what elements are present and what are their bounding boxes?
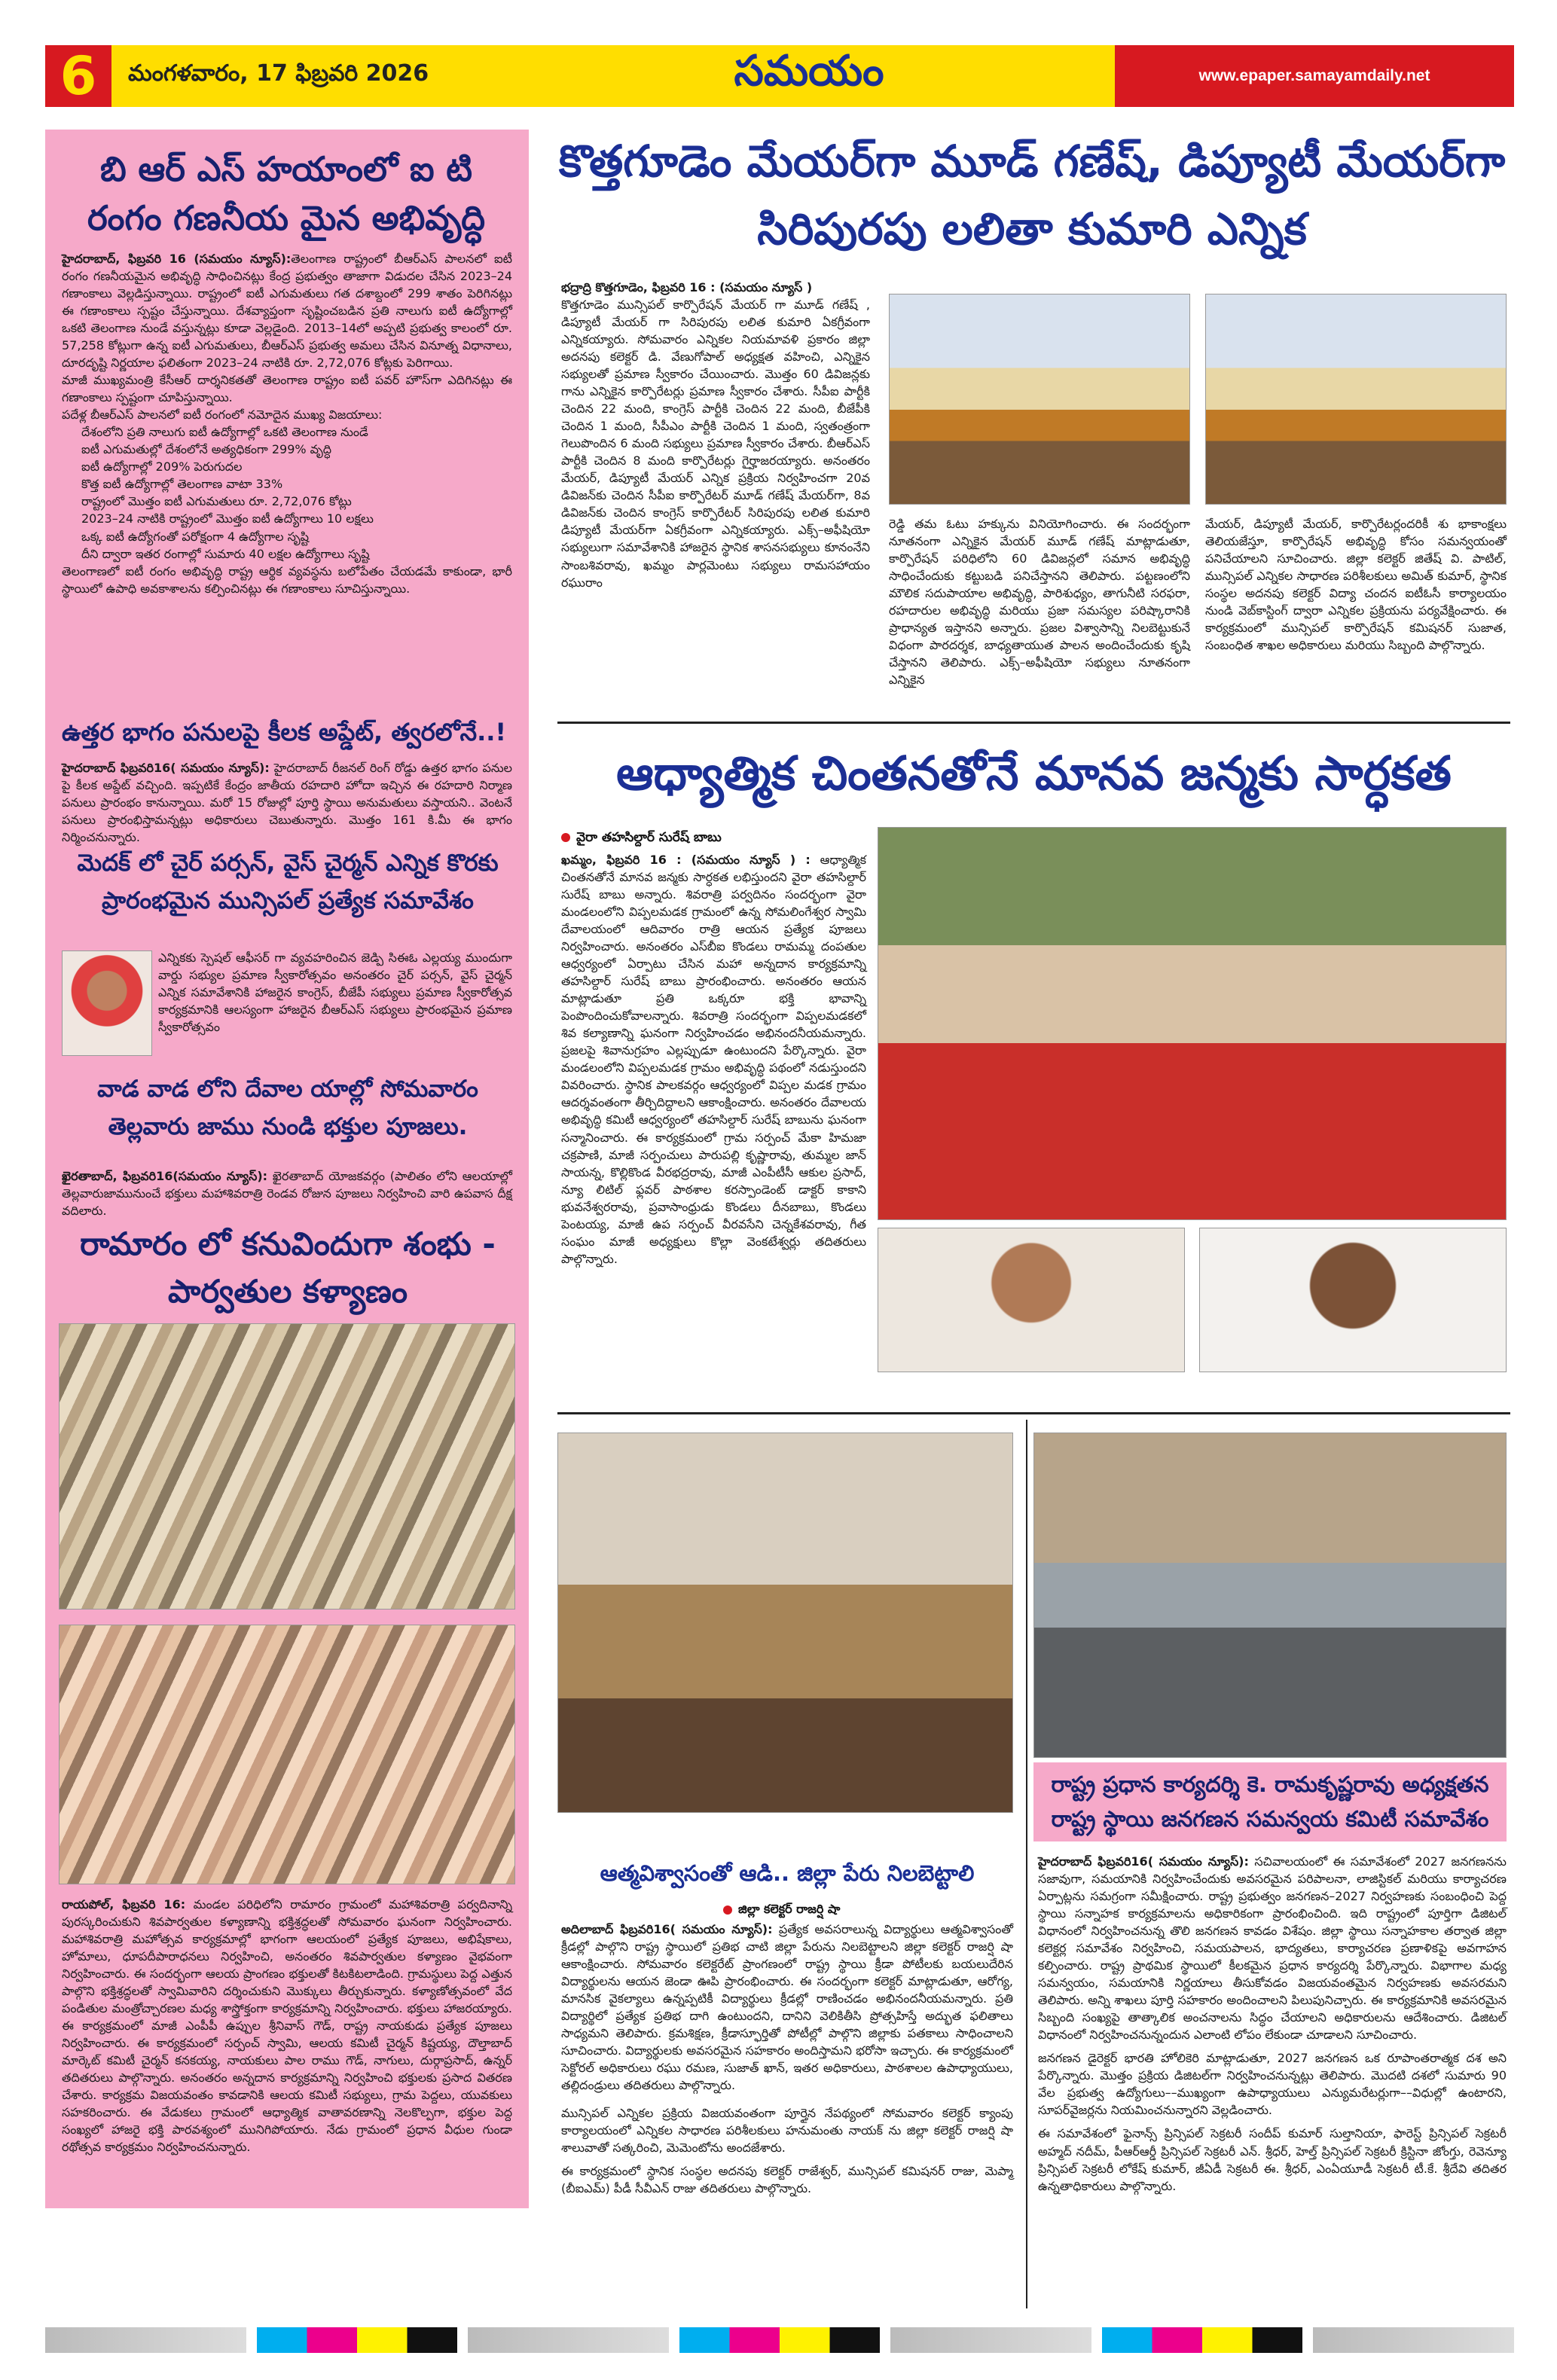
list-item: ఐటీ ఎగుమతుల్లో దేశంలోనే అత్యధికంగా 299% వృద్ధి: [81, 442, 332, 457]
dateline: భద్రాద్రి కొత్తగూడెం, ఫిబ్రవరి 16 : (సమయం న్యూస్ ): [561, 280, 813, 294]
column-divider: [1026, 1420, 1027, 2308]
epaper-url[interactable]: www.epaper.samayamdaily.net: [1115, 45, 1514, 107]
dateline: ఖైరతాబాద్, ఫిబ్రవరి16(సమయం న్యూస్):: [62, 1169, 268, 1183]
issue-date: మంగళవారం, 17 ఫిబ్రవరి 2026: [111, 45, 503, 107]
article-bRS-it-body: [62, 250, 512, 597]
article-temples-body: [62, 1167, 512, 1219]
list-item: కొత్త ఐటీ ఉద్యోగాల్లో తెలంగాణ వాటా 33%: [81, 477, 283, 492]
kothagudem-body-col3: మేయర్, డిప్యూటీ మేయర్, కార్పొరేటర్లందరికీ శు భాకాంక్షలు తెలియజేస్తూ, కార్పొరేషన్ అభివృద్ధి కోసం సమన్వయంతో పనిచేయాలని సూచించారు. జిల్లా కలెక్టర్ జితేష్ వి. పాటిల్, మున్సిపల్ ఎన్నికల సాధారణ పరిశీలకులు అమిత్ కుమార్, స్థానిక సంస్థల అదనపు కలెక్టర్ విద్యా చందన ఐటీఓసీ కార్యాలయం నుండి వెబ్‌కాస్టింగ్ ద్వారా ఎన్నికల ప్రక్రియను పర్యవేక్షించారు. ఈ కార్యక్రమంలో మున్సిపల్ కార్పొరేషన్ కమిషనర్ సుజాత, సంబంధిత శాఖల అధికారులు మరియు సిబ్బంది పాల్గొన్నారు.: [1205, 517, 1507, 653]
list-item: దేశంలోని ప్రతి నాలుగు ఐటీ ఉద్యోగాల్లో ఒకటి తెలంగాణ నుండే: [81, 425, 368, 440]
kothagudem-headline: కొత్తగూడెం మేయర్‌గా మూడ్ గణేష్, డిప్యూటీ మేయర్‌గా సిరిపురపు లలితా కుమారి ఎన్నిక: [558, 136, 1506, 255]
paragraph: పదేళ్ల బీఆర్ఎస్ పాలనలో ఐటీ రంగంలో నమోదైన ముఖ్య విజయాలు:: [62, 407, 383, 423]
adilabad-body: [561, 1921, 1013, 2197]
census-body: [1038, 1853, 1507, 2195]
dateline: హైదరాబాద్ ఫిబ్రవరి16( సమయం న్యూస్):: [62, 761, 270, 775]
page-header: [45, 45, 1514, 107]
dateline: అదిలాబాద్ ఫిబ్రవరి16( సమయం న్యూస్):: [561, 1922, 773, 1936]
census-meeting-photo: [1033, 1433, 1507, 1758]
byline-text: వైరా తహసిల్దార్ సురేష్ బాబు: [576, 830, 722, 845]
reporter-photo: [62, 950, 152, 1056]
kalyanam-group-photo: [59, 1625, 515, 1884]
article-ramaram-headline: రామారం లో కనువిందుగా శంభు - పార్వతుల కళ్యాణం: [80, 1225, 496, 1310]
achievements-list: [62, 423, 512, 562]
dateline: ఖమ్మం, ఫిబ్రవరి 16 : (సమయం న్యూస్ ) :: [561, 853, 811, 867]
census-caption: రాష్ట్ర ప్రధాన కార్యదర్శి కె. రామకృష్ణరావు అధ్యక్షతన రాష్ట్ర స్థాయి జనగణన సమన్వయ కమిటీ సమావేశం: [1033, 1762, 1507, 1841]
kothagudem-body-col1: [561, 279, 870, 591]
dateline: హైదరాబాద్, ఫిబ్రవరి 16 (సమయం న్యూస్):: [62, 252, 292, 266]
article-ramaram-body: [62, 1896, 512, 2156]
article-medak-body: ఎన్నికకు స్పెషల్ ఆఫీసర్ గా వ్యవహరించిన జెడ్పి సిఈఓ ఎల్లయ్య ముందుగా వార్డు సభ్యుల ప్రమాణ స్వీకారోత్సవం అనంతరం చైర్ పర్సన్, వైస్ చైర్మన్ ఎన్నిక సమావేశానికి హాజరైన కాంగ్రెస్, బీజేపీ సభ్యులు ప్రమాణ స్వీకారోత్సవ కార్యక్రమానికి ఆలస్యంగా హాజరైన బీఆర్ఎస్ సభ్యులు ప్రారంభమైన ప్రమాణ స్వీకారోత్సవం: [158, 950, 512, 1035]
article-rrr-body: [62, 759, 512, 846]
spirituality-headline: ఆధ్యాత్మిక చింతనతోనే మానవ జన్మకు సార్ధకత: [616, 746, 1452, 801]
paragraph: ప్రత్యేక అవసరాలున్న విద్యార్థులు ఆత్మవిశ్వాసంతో క్రీడల్లో పాల్గొని రాష్ట్ర స్థాయిలో ప్రతిభ చాటి జిల్లా పేరును నిలబెట్టాలని జిల్లా కలెక్టర్ రాజర్షి షా ఆకాంక్షించారు. సోమవారం కలెక్టరేట్ ప్రాంగణంలో రాష్ట్ర స్థాయి క్రీడా పోటీలకు బయలుదేరిన విద్యార్థులను ఆయన జెండా ఊపి ప్రారంభించారు. ఈ సందర్భంగా కలెక్టర్ మాట్లాడుతూ, ఆరోగ్య, మానసిక వైకల్యాలు ఉన్నప్పటికీ విద్యార్థులు క్రీడల్లో రాణించడం అభినందనీయమన్నారు. ప్రతి విద్యార్థిలో ప్రత్యేక ప్రతిభ దాగి ఉంటుందని, దానిని వెలికితీసి ప్రోత్సహిస్తే అద్భుత ఫలితాలు సాధ్యమని తెలిపారు. క్రమశిక్షణ, క్రీడాస్ఫూర్తితో పోటీల్లో పాల్గొని జిల్లాకు పతకాలు సాధించాలని సూచించారు. విద్యార్థులకు అవసరమైన సహకారం అందిస్తామని భరోసా ఇచ్చారు. ఈ కార్యక్రమంలో సెక్టోరల్ అధికారులు రఘు రమణ, సుజాత్ ఖాన్, ఇతర అధికారులు, పాఠశాలల ఉపాధ్యాయులు, తల్లిదండ్రులు తదితరులు పాల్గొన్నారు.: [561, 1922, 1014, 2093]
article-medak-headline: మెదక్ లో చైర్ పర్సన్, వైస్ చైర్మన్ ఎన్నిక కొరకు ప్రారంభమైన మున్సిపల్ ప్రత్యేక సమావేశం: [77, 850, 499, 914]
article-rrr-headline: ఉత్తర భాగం పనులపై కీలక అప్డేట్, త్వరలోనే..!: [62, 718, 506, 746]
article-temples-headline: వాడ వాడ లోని దేవాల యాల్లో సోమవారం తెల్లవారు జాము నుండి భక్తుల పూజలు.: [97, 1076, 478, 1140]
byline-text: జిల్లా కలెక్టర్ రాజర్షి షా: [738, 1902, 841, 1916]
official-portrait-photo: [1199, 1228, 1507, 1372]
paragraph: తెలంగాణలో ఐటీ రంగం అభివృద్ధి రాష్ట్ర ఆర్థిక వ్యవస్థను బలోపేతం చేయడమే కాకుండా, భారీ స్థాయిలో ఉపాధి అవకాశాలను కల్పించినట్లు ఈ గణాంకాలు సూచిస్తున్నాయి.: [62, 563, 512, 596]
page-number: 6: [45, 45, 111, 107]
byline: [723, 1902, 840, 1919]
paragraph: కొత్తగూడెం మున్సిపల్ కార్పొరేషన్ మేయర్ గా మూడ్ గణేష్ , డిప్యూటీ మేయర్ గా సిరిపురపు లలిత కుమారి ఏకగ్రీవంగా ఎన్నికయ్యారు. సోమవారం ఎన్నికల నియమావళి ప్రకారం జిల్లా అదనపు కలెక్టర్ డి. వేణుగోపాల్ అధ్యక్షత వహించి, ఎన్నికైన సభ్యులతో ప్రమాణ స్వీకారం చేయించారు. మొత్తం 60 డివిజన్లకు గాను ఎన్నికైన కార్పొరేటర్లు ప్రమాణ స్వీకారం చేశారు. సీపీఐ పార్టీకి చెందిన 22 మంది, కాంగ్రెస్ పార్టీకి చెందిన 22 మంది, బీజేపీకి చెందిన 1 మంది, సీపీఎం పార్టీకి చెందిన 1 మంది, స్వతంత్రంగా గెలుపొందిన 6 మంది సభ్యులు ప్రమాణ స్వీకారం చేశారు. బీఆర్ఎస్ పార్టీకి చెందిన 8 మంది కార్పొరేటర్లు గైర్హాజరయ్యారు. అనంతరం మేయర్, డిప్యూటీ మేయర్ ఎన్నిక ప్రక్రియ నిర్వహించగా 20వ డివిజన్‌కు చెందిన సీపీఐ కార్పొరేటర్ మూడ్ గణేష్ మేయర్‌గా, 8వ డివిజన్‌కు చెందిన కాంగ్రెస్ కార్పొరేటర్ సిరిపురపు లలిత కుమారి డిప్యూటీ మేయర్‌గా ఏకగ్రీవంగా ఎన్నికయ్యారు. ఎక్స్–అఫీషియో సభ్యులుగా సమావేశానికి హాజరైన స్థానిక శాసనసభ్యులు కూనంనేని సాంబశివరావు, ఖమ్మం పార్లమెంటు సభ్యులు రామసహాయం రఘురాం: [561, 298, 870, 590]
dateline: రాయపోల్, ఫిబ్రవరి 16:: [62, 1897, 186, 1912]
kothagudem-body-col2: రెడ్డి తమ ఓటు హక్కును వినియోగించారు. ఈ సందర్భంగా నూతనంగా ఎన్నికైన మేయర్ మూడ్ గణేష్ మాట్లాడుతూ, కార్పొరేషన్ పరిధిలోని 60 డివిజన్లలో సమాన అభివృద్ధి సాధించేందుకు కట్టుబడి పనిచేస్తానని తెలిపారు. పట్టణంలోని మౌలిక సదుపాయాల అభివృద్ధి, పారిశుధ్యం, తాగునీటి సరఫరా, రహదారుల అభివృద్ధి మరియు ప్రజా సమస్యల పరిష్కారానికి ప్రాధాన్యత ఇస్తానని అన్నారు. ప్రజల విశ్వాసాన్ని నిలబెట్టుకునే విధంగా పారదర్శక, బాధ్యతాయుత పాలన అందించేందుకు కృషి చేస్తానని తెలిపారు. ఎక్స్–అఫీషియో సభ్యులు నూతనంగా ఎన్నికైన: [889, 517, 1190, 688]
kalyanam-photo: [59, 1323, 515, 1610]
byline: [561, 830, 722, 848]
article-bRS-it-headline: బి ఆర్ ఎస్ హయాంలో ఐ టి రంగం గణనీయ మైన అభివృద్ధి: [87, 149, 486, 239]
list-item: ఐటీ ఉద్యోగాల్లో 209% పెరుగుదల: [81, 459, 243, 474]
bullet-dot-icon: [561, 833, 570, 842]
paragraph: మున్సిపల్ ఎన్నికల ప్రక్రియ విజయవంతంగా పూర్తైన నేపథ్యంలో సోమవారం కలెక్టర్ క్యాంపు కార్యాలయంలో ఎన్నికల సాధారణ పరిశీలకులు హనుమంతు నాయక్ ను జిల్లా కలెక్టర్ రాజర్షి షా శాలువాతో సత్కరించి, మెమెంటోను అందజేశారు.: [561, 2106, 1013, 2156]
temple-felicitation-photo: [878, 827, 1507, 1220]
paragraph: హైదరాబాద్ రీజనల్ రింగ్ రోడ్డు ఉత్తర భాగం పనుల పై కీలక అప్డేట్ వచ్చింది. ఇప్పటికే కేంద్రం జాతీయ రహదారి హోదా ఇచ్చిన ఈ రహదారి నిర్మాణ పనులు ప్రారంభం కానున్నాయి. మరో 15 రోజుల్లో పూర్తి స్థాయి అనుమతులు వస్తాయని.. వెంటనే పనులు ప్రారంభిస్తామన్నట్లు అధికారులు చెబుతున్నారు. మొత్తం 161 కి.మీ ఈ భాగం నిర్మించనున్నారు.: [62, 761, 513, 845]
mayor-oath-photo: [889, 294, 1190, 505]
list-item: రాష్ట్రంలో మొత్తం ఐటీ ఎగుమతులు రూ. 2,72,076 కోట్లు: [81, 494, 352, 509]
adilabad-headline: ఆత్మవిశ్వాసంతో ఆడి.. జిల్లా పేరు నిలబెట్టాలి: [600, 1860, 975, 1886]
sarpanch-portrait-photo: [878, 1228, 1185, 1372]
divider: [557, 1412, 1510, 1414]
print-color-bar: [45, 2327, 1514, 2353]
spirituality-body: [561, 851, 866, 1268]
masthead-brand: సమయం: [503, 45, 1115, 107]
dateline: హైదరాబాద్ ఫిబ్రవరి16( సమయం న్యూస్):: [1038, 1854, 1249, 1869]
divider: [557, 722, 1510, 724]
paragraph: ఈ కార్యక్రమంలో స్థానిక సంస్థల అదనపు కలెక్టర్ రాజేశ్వర్, మున్సిపల్ కమిషనర్ రాజు, మెప్మా (బీఐఎమ్) పీడీ సీవీఎన్ రాజు తదితరులు పాల్గొన్నారు.: [561, 2164, 1013, 2196]
paragraph: ఖైరతాబాద్ యోజకవర్గం (పాలితం లోని ఆలయాల్లో తెల్లవారుజామునుంచే భక్తులు మహాశివరాత్రి రెండవ రోజున పూజలు నిర్వహించి వారి ఉపవాస దీక్ష వదిలారు.: [62, 1169, 512, 1219]
paragraph: తెలంగాణ రాష్ట్రంలో బీఆర్ఎస్ పాలనలో ఐటీ రంగం గణనీయమైన అభివృద్ధి సాధించినట్లు కేంద్ర ప్రభుత్వం తాజాగా విడుదల చేసిన 2023–24 గణాంకాలు వెల్లడిస్తున్నాయి. రాష్ట్రంలో ఐటీ ఎగుమతులు గత దశాబ్దంలో 299 శాతం పెరిగినట్లు ఈ గణాంకాలు స్పష్టం చేస్తున్నాయి. దేశవ్యాప్తంగా సృష్టించబడిన ప్రతి నాలుగు ఐటీ ఉద్యోగాల్లో ఒకటి తెలంగాణ నుండే వస్తున్నట్లు కూడా వెల్లడైంది. 2013–14లో అప్పటి ప్రభుత్వ కాలంలో రూ. 57,258 కోట్లుగా ఉన్న ఐటీ ఎగుమతులు, బీఆర్ఎస్ ప్రభుత్వ అమలు చేసిన వినూత్న విధానాలు, దూరదృష్టి నిర్ణయాల ఫలితంగా 2023–24 నాటికి రూ. 2,72,076 కోట్లకు పెరిగాయి.: [62, 252, 512, 371]
list-item: దీని ద్వారా ఇతర రంగాల్లో సుమారు 40 లక్షల ఉద్యోగాలు సృష్టి: [81, 546, 370, 561]
bullet-dot-icon: [723, 1906, 732, 1915]
left-column: [45, 130, 529, 2208]
list-item: 2023–24 నాటికి రాష్ట్రంలో మొత్తం ఐటీ ఉద్యోగాలు 10 లక్షలు: [81, 511, 374, 526]
paragraph: జనగణన డైరెక్టర్ భారతి హోలికెరి మాట్లాడుతూ, 2027 జనగణన ఒక రూపాంతరాత్మక దశ అని పేర్కొన్నారు. మొత్తం ప్రక్రియ డిజిటల్‌గా నిర్వహించనున్నట్లు తెలిపారు. మొదటి దశలో సుమారు 90 వేల ప్రభుత్వ ఉద్యోగులు––ముఖ్యంగా ఉపాధ్యాయులు ఎన్యుమరేటర్లుగా––విధుల్లో ఉంటారని, సూపర్‌వైజర్లను నియమించనున్నారని వెల్లడించారు.: [1038, 2051, 1507, 2118]
paragraph: మండల పరిధిలోని రామారం గ్రామంలో మహాశివరాత్రి పర్వదినాన్ని పురస్కరించుకుని శివపార్వతుల కళ్యాణాన్ని భక్తిశ్రద్ధలతో సోమవారం ఘనంగా నిర్వహించారు. మహాశివరాత్రి మహోత్సవ కార్యక్రమాల్లో భాగంగా ఆలయంలో ప్రత్యేక పూజలు, అభిషేకాలు, హోమాలు, ధూపదీపారాధనలు నిర్వహించి, అనంతరం శివపార్వతుల కళ్యాణం వైభవంగా నిర్వహించారు. ఈ సందర్భంగా ఆలయ ప్రాంగణం భక్తులతో కిటకిటలాడింది. గ్రామస్థులు పెద్ద ఎత్తున పాల్గొని భక్తిశ్రద్ధలతో స్వామివారిని దర్శించుకుని మొక్కులు తీర్చుకున్నారు. కళ్యాణోత్సవంలో వేద పండితుల మంత్రోచ్చారణల మధ్య శాస్త్రోక్తంగా కార్యక్రమాన్ని నిర్వహించారు. భక్తులు హాజరయ్యారు. ఈ కార్యక్రమంలో మాజీ ఎంపీపీ ఉప్పుల శ్రీనివాస్ గౌడ్, రాష్ట్ర నాయకుడు ప్రత్యేక పూజలు నిర్వహించారు. ఈ కార్యక్రమంలో సర్పంచ్ స్వామి, ఆలయ కమిటీ చైర్మన్ కిష్టయ్య, దౌల్తాబాద్ మార్కెట్ కమిటీ చైర్మన్ కనకయ్య, నాయకులు పాల రాము గౌడ్, నాగులు, దుర్గాప్రసాద్, ఉన్నర్ తదితరులు పాల్గొన్నారు. అనంతరం అన్నదాన కార్యక్రమాన్ని నిర్వహించి భక్తులకు ప్రసాద వితరణ చేశారు. కార్యక్రమ విజయవంతం కావడానికి ఆలయ కమిటీ సభ్యులు, గ్రామ పెద్దలు, యువకులు సహకరించారు. ఈ వేడుకలు గ్రామంలో ఆధ్యాత్మిక వాతావరణాన్ని నెలకొల్పగా, భక్తుల పెద్ద సంఖ్యలో హాజరై భక్తి పారవశ్యంలో మునిగిపోయారు. నేడు గ్రామంలో ప్రధాన వీధుల గుండా రథోత్సవ కార్యక్రమం నిర్వహించనున్నారు.: [62, 1897, 512, 2155]
paragraph: సచివాలయంలో ఈ సమావేశంలో 2027 జనగణనను సజావుగా, సమయానికి నిర్వహించేందుకు అవసరమైన పరిపాలనా, లాజిస్టికల్ మరియు కార్యాచరణ ఏర్పాట్లను సమగ్రంగా సమీక్షించారు. రాష్ట్ర ప్రభుత్వం జనగణన–2027 నిర్వహణకు సంబంధించి పెద్ద స్థాయి సన్నాహక కార్యక్రమాలను అధికారికంగా ప్రారంభించింది. ఇది రాష్ట్రంలో పూర్తిగా డిజిటల్ విధానంలో నిర్వహించనున్న తొలి జనగణన కావడం విశేషం. జిల్లా స్థాయి సన్నాహకాల తర్వాత జిల్లా కలెక్టర్ల సమావేశం నిర్వహించి, సమయపాలన, భాద్యతలు, కార్యాచరణ ప్రణాళికపై అవగాహన కల్పించారు. రాష్ట్ర ప్రాథమిక స్థాయిలో కీలకమైన ప్రధాన కార్యదర్శి పేర్కొన్నారు. విభాగాల మధ్య సమన్వయం, సమయానికి నిర్ణయాలు తీసుకోవడం విజయవంతమైన నిర్వహణకు అవసరమని తెలిపారు. అన్ని శాఖలు పూర్తి సహకారం అందించాలని పిలుపునిచ్చారు. ఈ కార్యక్రమానికి అవసరమైన సిబ్బంది సంఖ్యపై తాత్కాలిక అంచనాలను సిద్ధం చేయాలని అధికారులను ఆదేశించారు. డిజిటల్ విధానంలో నిర్వహించనున్నందున ఎలాంటి లోపం లేకుండా చూడాలని సూచించారు.: [1038, 1854, 1507, 2043]
paragraph: మాజీ ముఖ్యమంత్రి కేసీఆర్ దార్శనికతతో తెలంగాణ రాష్ట్రం ఐటీ పవర్ హౌస్‌గా ఎదిగినట్లు ఈ గణాంకాలు స్పష్టంగా చూపిస్తున్నాయి.: [62, 373, 512, 405]
collector-memento-photo: [557, 1433, 1013, 1813]
deputy-mayor-oath-photo: [1205, 294, 1507, 505]
paragraph: ఈ సమావేశంలో ఫైనాన్స్ ప్రిన్సిపల్ సెక్రటరీ సందీప్ కుమార్ సుల్తానియా, ఫారెస్ట్ ప్రిన్సిపల్ సెక్రటరీ అహ్మద్ నదీమ్, పీఆర్‌ఆర్డీ ప్రిన్సిపల్ సెక్రటరీ ఎన్. శ్రీధర్, హెల్త్ ప్రిన్సిపల్ సెక్రటరీ క్రిస్టినా జోంగ్తు, రెవెన్యూ ప్రిన్సిపల్ సెక్రటరీ లోకేష్ కుమార్, జీఏడీ సెక్రటరీ ఈ. శ్రీధర్, ఎంఏయూడీ సెక్రటరీ టీ.కే. శ్రీదేవి తదితర ఉన్నతాధికారులు పాల్గొన్నారు.: [1038, 2126, 1507, 2193]
list-item: ఒక్క ఐటీ ఉద్యోగంతో పరోక్షంగా 4 ఉద్యోగాల సృష్టి: [81, 529, 310, 544]
paragraph: ఆధ్యాత్మిక చింతనతోనే మానవ జన్మకు సార్ధకత లభిస్తుందని వైరా తహసిల్దార్ సురేష్ బాబు అన్నారు. శివరాత్రి పర్వదినం సందర్భంగా వైరా మండలంలోని విప్పలమడక గ్రామంలో ఉన్న సోమలింగేశ్వర స్వామి దేవాలయంలో ఆదివారం రాత్రి ఆయన ప్రత్యేక పూజలు నిర్వహించారు. అనంతరం ఎస్‌బీఐ కొండలు రామమ్మ దంపతుల ఆధ్వర్యంలో ఏర్పాటు చేసిన మహా అన్నదాన కార్యక్రమాన్ని తహసిల్దార్ సురేష్ బాబు ప్రారంభించారు. అనంతరం ఆయన మాట్లాడుతూ ప్రతి ఒక్కరూ భక్తి భావాన్ని పెంపొందించుకోవాలన్నారు. శివరాత్రి సందర్భంగా విప్పలమడకలో శివ కల్యాణాన్ని ఘనంగా నిర్వహించడం అభినందనీయమన్నారు. ప్రజలపై శివానుగ్రహం ఎల్లప్పుడూ ఉంటుందని పేర్కొన్నారు. వైరా మండలంలోని విప్పలమడక గ్రామం అభివృద్ధి పథంలో నడుస్తుందని వివరించారు. స్థానిక పాలకవర్గం ఆధ్వర్యంలో విప్పల మడక గ్రామం ఆదర్శవంతంగా తీర్చిదిద్దాలని ఆకాంక్షించారు. అనంతరం దేవాలయ అభివృద్ధి కమిటీ ఆధ్వర్యంలో తహసిల్దార్ సురేష్ బాబును ఘనంగా సన్మానించారు. ఈ కార్యక్రమంలో గ్రామ సర్పంచ్ మేకా హిమజా చక్రపాణి, మాజీ సర్పంచులు పారుపల్లి కృష్ణారావు, తుమ్మల జాన్ సాయన్న, కొల్లికొండ వీరభద్రరావు, మాజీ ఎంపీటీసీ ఆకుల ప్రసాద్, న్యూ లిటిల్ ఫ్లవర్ పాఠశాల కరస్పాండెంట్ డాక్టర్ కాకాని భువనేశ్వరరావు, ప్రవాసాంధ్రుడు కొండలు దీనబాబు, కొండలు పెంటయ్య, మాజీ ఉప సర్పంచ్ వీరవసేని చెన్నకేశవరావు, గీత సంఘం మాజీ అధ్యక్షులు కొల్లా వెంకటేశ్వర్లు తదితరులు పాల్గొన్నారు.: [561, 853, 866, 1266]
